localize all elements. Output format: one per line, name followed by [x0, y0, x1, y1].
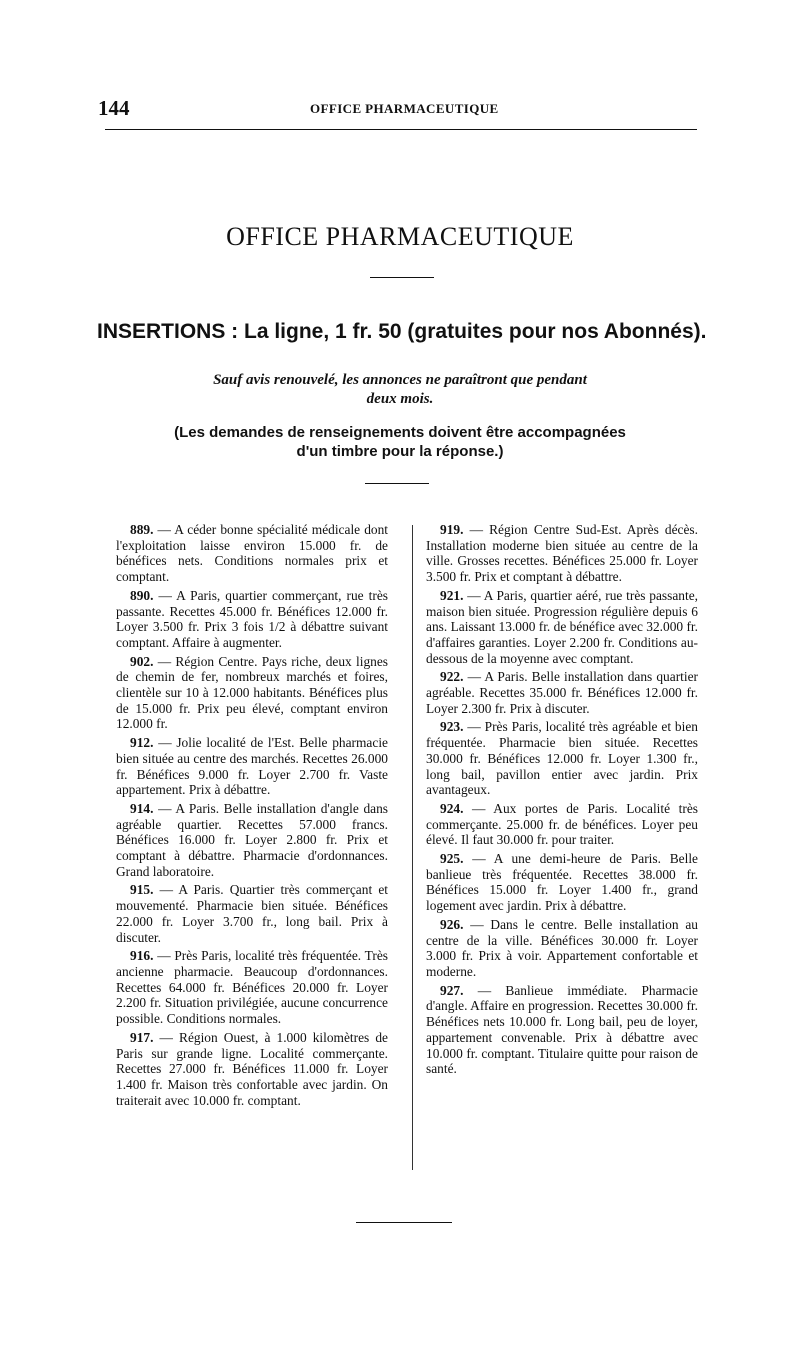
classified-ad — [426, 669, 698, 716]
classified-ad — [116, 882, 388, 945]
ad-text: — Région Centre. Pays riche, deux lignes de chemin de fer, nombreux marchés et foires, clientèle sur 10 à 12.000 habitants. Bénéfices plus de 15.000 fr. Prix peu élevé, comptant environ 12.000 fr. — [116, 653, 388, 732]
ad-text: — A Paris. Belle installation d'angle dans agréable quartier. Recettes 57.000 francs. Bénéfices 16.000 fr. Loyer 2.800 fr. Prix et comptant à débattre. Pharmacie d'ordonnances. Grand laboratoire. — [116, 800, 388, 879]
end-divider — [356, 1222, 452, 1223]
ad-text: — Jolie localité de l'Est. Belle pharmacie bien située au centre des marchés. Recettes 26.000 fr. Bénéfices 9.000 fr. Loyer 2.700 fr. Vaste appartement. Prix à débattre. — [116, 735, 388, 798]
ad-text: — Région Centre Sud-Est. Après décès. Installation moderne bien située au centre de la ville. Grosses recettes. Bénéfices 25.000 fr. Loyer 3.500 fr. Prix et comptant à débattre. — [426, 522, 698, 585]
renewal-notice-line: deux mois. — [366, 391, 434, 407]
classified-ad — [426, 588, 698, 667]
ad-text: — A céder bonne spécialité médicale dont l'exploitation laisse environ 15.000 fr. de bénéfices nets. Conditions normales prix et comptant. — [116, 522, 388, 585]
ad-number: 902. — [130, 653, 154, 669]
ad-number: 923. — [440, 719, 464, 735]
ad-text: — A Paris, quartier aéré, rue très passante, maison bien située. Progression régulière depuis 6 ans. Laissant 13.000 fr. de bénéfice avec 32.000 fr. d'affaires garanties. Loyer 2.200 fr. Conditions au-dessous de la moyenne avec comptant. — [426, 587, 698, 666]
title-divider — [370, 277, 434, 278]
running-title: OFFICE PHARMACEUTIQUE — [310, 101, 499, 116]
ad-number: 890. — [130, 587, 154, 603]
page-number: 144 — [98, 96, 130, 120]
classified-ad — [426, 917, 698, 980]
classified-ad — [116, 735, 388, 798]
page-title: OFFICE PHARMACEUTIQUE — [226, 222, 574, 251]
classified-ad — [426, 522, 698, 585]
ad-number: 925. — [440, 851, 464, 867]
ad-number: 915. — [130, 882, 154, 898]
ad-text: — A Paris. Quartier très commerçant et mouvementé. Pharmacie bien située. Bénéfices 22.000 fr. Loyer 3.700 fr., long bail. Prix à discuter. — [116, 882, 388, 945]
ad-number: 922. — [440, 669, 464, 685]
section-divider — [365, 483, 429, 484]
classified-ad — [116, 654, 388, 733]
classified-ad — [116, 948, 388, 1027]
running-head — [98, 96, 698, 118]
renewal-notice — [0, 371, 800, 409]
ad-number: 914. — [130, 800, 154, 816]
ad-text: — A Paris. Belle installation dans quartier agréable. Recettes 35.000 fr. Bénéfices 12.000 fr. Loyer 2.300 fr. Prix à discuter. — [426, 669, 698, 716]
ad-text: — Près Paris, localité très fréquentée. Très ancienne pharmacie. Beaucoup d'ordonnances. Recettes 64.000 fr. Bénéfices 20.000 fr. Loyer 2.200 fr. Situation privilégiée, aucune concurrence possible. Conditions normales. — [116, 948, 388, 1027]
classified-ad — [116, 1030, 388, 1109]
classified-ad — [116, 801, 388, 880]
ads-column-right — [426, 522, 698, 1080]
classified-ad — [426, 719, 698, 798]
ad-text: — Près Paris, localité très agréable et bien fréquentée. Pharmacie bien située. Recettes 30.000 fr. Bénéfices 12.000 fr. Loyer 1.300 fr., long bail, pavillon entier avec jardin. Prix avantageux. — [426, 719, 698, 798]
ad-text: — Dans le centre. Belle installation au centre de la ville. Bénéfices 30.000 fr. Loyer 3.000 fr. Prix à voir. Appartement confortable et moderne. — [426, 916, 698, 979]
ad-number: 927. — [440, 982, 464, 998]
ad-text: — Aux portes de Paris. Localité très commerçante. 25.000 fr. de bénéfices. Loyer peu élevé. Il faut 30.000 fr. pour traiter. — [426, 800, 698, 848]
classified-ad — [426, 983, 698, 1077]
classified-ad — [426, 801, 698, 848]
ad-text: — A Paris, quartier commerçant, rue très passante. Recettes 45.000 fr. Bénéfices 12.000 fr. Loyer 3.500 fr. Prix 3 fois 1/2 à débattre suivant comptant. Affaire à augmenter. — [116, 587, 388, 650]
renewal-notice-line: Sauf avis renouvelé, les annonces ne paraîtront que pendant — [213, 372, 587, 388]
header-rule — [105, 129, 697, 130]
ad-number: 921. — [440, 587, 464, 603]
ad-text: — A une demi-heure de Paris. Belle banlieue très fréquentée. Recettes 38.000 fr. Bénéfices 15.000 fr. Loyer 1.400 fr., grand logement avec jardin. Prix à débattre. — [426, 851, 698, 914]
ad-number: 889. — [130, 522, 154, 537]
ad-number: 924. — [440, 800, 464, 816]
ad-text: — Région Ouest, à 1.000 kilomètres de Paris sur grande ligne. Localité commerçante. Recettes 27.000 fr. Bénéfices 11.000 fr. Loyer 1.400 fr. Maison très confortable avec jardin. On traiterait avec 10.000 fr. comptant. — [116, 1029, 388, 1108]
ad-number: 926. — [440, 916, 464, 932]
classified-ad — [116, 522, 388, 585]
classified-ad — [426, 851, 698, 914]
ad-number: 916. — [130, 948, 154, 964]
insertions-rate: INSERTIONS : La ligne, 1 fr. 50 (gratuites pour nos Abonnés). — [97, 320, 707, 343]
stamp-request-line: d'un timbre pour la réponse.) — [296, 443, 504, 460]
stamp-request-notice — [0, 423, 800, 461]
column-divider — [412, 525, 413, 1170]
classified-ad — [116, 588, 388, 651]
ad-number: 912. — [130, 735, 154, 751]
ad-number: 917. — [130, 1029, 154, 1045]
ads-column-left — [116, 522, 388, 1111]
ad-text: — Banlieue immédiate. Pharmacie d'angle. Affaire en progression. Recettes 30.000 fr. Bénéfices nets 10.000 fr. Long bail, peu de loyer, appartement convenable. Prix à débattre avec 10.000 fr. comptant. Titulaire quitte pour raison de santé. — [426, 982, 698, 1077]
stamp-request-line: (Les demandes de renseignements doivent être accompagnées — [174, 424, 626, 441]
ad-number: 919. — [440, 522, 464, 537]
